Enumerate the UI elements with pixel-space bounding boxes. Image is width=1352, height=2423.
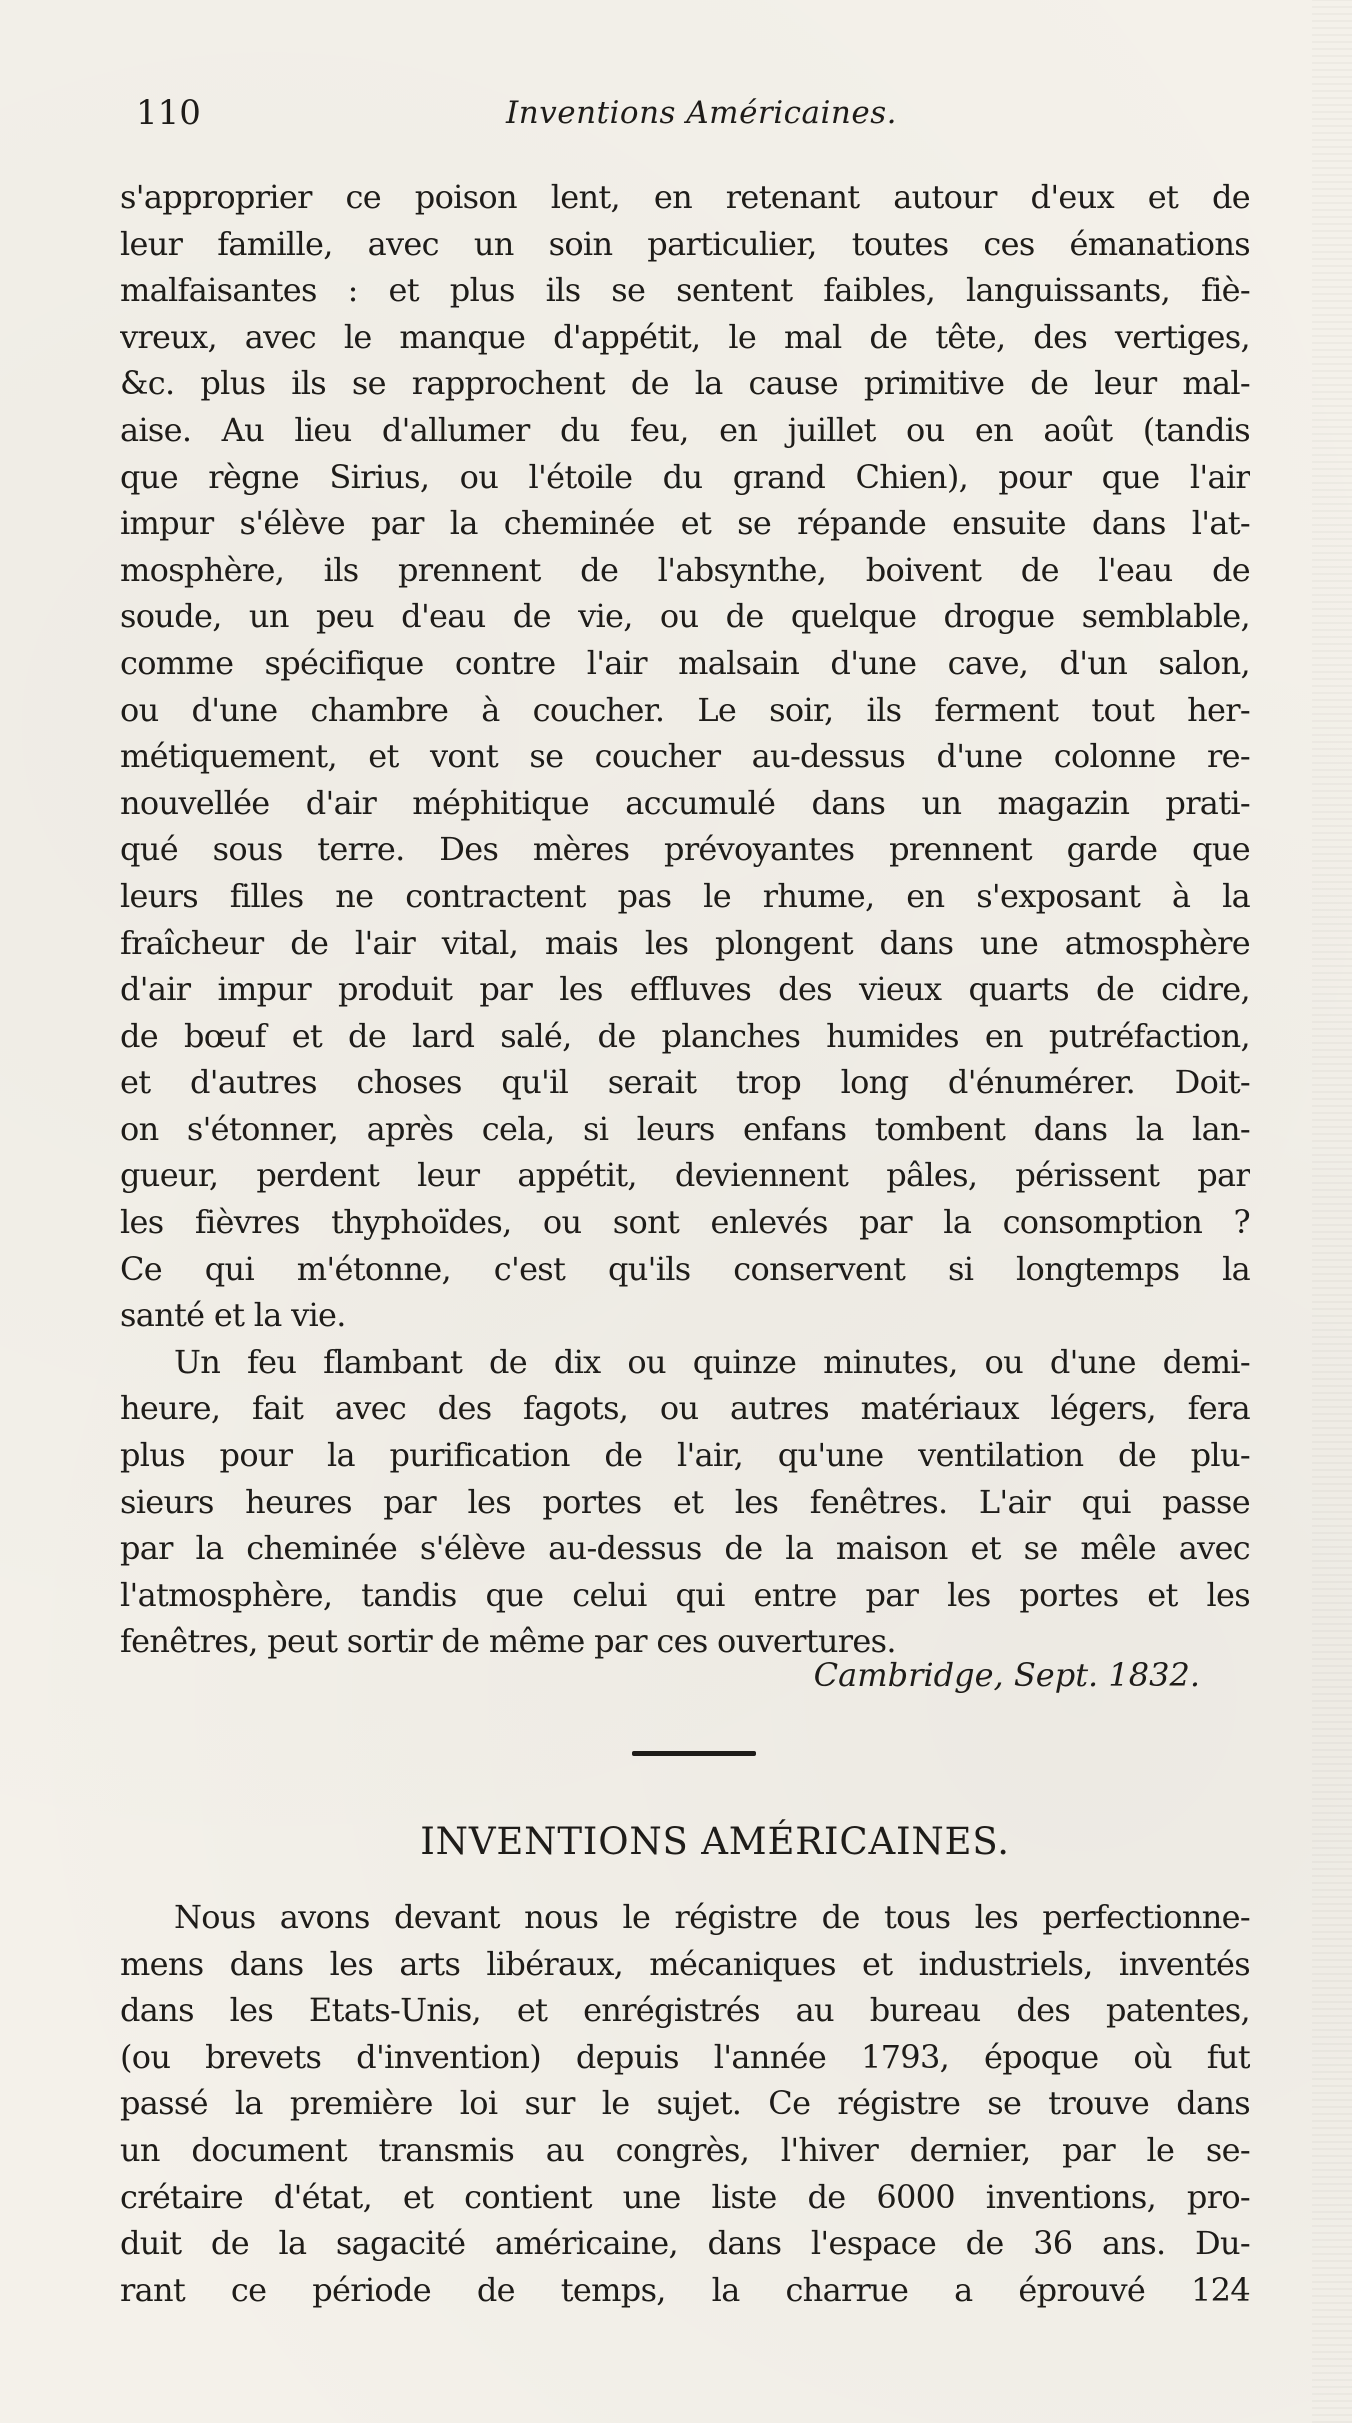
section-body [120, 1894, 1250, 2313]
text-line: un document transmis au congrès, l'hiver dernier, par le se- [120, 2130, 1250, 2169]
text-line: comme spécifique contre l'air malsain d'une cave, d'un salon, [120, 643, 1250, 682]
text-line: crétaire d'état, et contient une liste de 6000 inventions, pro- [120, 2177, 1250, 2216]
text-line: nouvellée d'air méphitique accumulé dans un magazin prati- [120, 783, 1250, 822]
text-line: heure, fait avec des fagots, ou autres matériaux légers, fera [120, 1389, 1250, 1428]
paragraph-start-line: Un feu flambant de dix ou quinze minutes, ou d'une demi- [174, 1342, 1250, 1381]
page-header [118, 88, 1248, 148]
text-line: que règne Sirius, ou l'étoile du grand Chien), pour que l'air [120, 457, 1250, 496]
text-line: soude, un peu d'eau de vie, ou de quelque drogue semblable, [120, 597, 1250, 636]
text-line: (ou brevets d'invention) depuis l'année 1793, époque où fut [120, 2037, 1250, 2076]
text-line: plus pour la purification de l'air, qu'une ventilation de plu- [120, 1436, 1250, 1475]
text-line: qué sous terre. Des mères prévoyantes prennent garde que [120, 830, 1250, 869]
text-line: rant ce période de temps, la charrue a éprouvé 124 [120, 2270, 1250, 2309]
section-title-text: INVENTIONS AMÉRICAINES. [420, 1820, 1010, 1863]
running-head: Inventions Américaines. [506, 95, 897, 131]
text-line: mosphère, ils prennent de l'absynthe, boivent de l'eau de [120, 550, 1250, 589]
text-line: passé la première loi sur le sujet. Ce régistre se trouve dans [120, 2084, 1250, 2123]
text-line: vreux, avec le manque d'appétit, le mal de tête, des vertiges, [120, 317, 1250, 356]
text-line: métiquement, et vont se coucher au-dessus d'une colonne re- [120, 737, 1250, 776]
page-number: 110 [136, 93, 201, 133]
text-line: ou d'une chambre à coucher. Le soir, ils ferment tout her- [120, 690, 1250, 729]
text-line: duit de la sagacité américaine, dans l'espace de 36 ans. Du- [120, 2224, 1250, 2263]
text-line: l'atmosphère, tandis que celui qui entre par les portes et les [120, 1575, 1250, 1614]
text-line: les fièvres thyphoïdes, ou sont enlevés par la consomption ? [120, 1203, 1250, 1242]
text-line: fenêtres, peut sortir de même par ces ouvertures. [120, 1622, 896, 1661]
text-line: aise. Au lieu d'allumer du feu, en juillet ou en août (tandis [120, 410, 1250, 449]
page-edge-noise [1312, 0, 1352, 2423]
text-line: mens dans les arts libéraux, mécaniques et industriels, inventés [120, 1944, 1250, 1983]
text-line: impur s'élève par la cheminée et se répande ensuite dans l'at- [120, 504, 1250, 543]
text-line: s'approprier ce poison lent, en retenant autour d'eux et de [120, 178, 1250, 216]
section-title [120, 1814, 1250, 1870]
article-signature: Cambridge, Sept. 1832. [813, 1656, 1200, 1694]
text-line: santé et la vie. [120, 1296, 346, 1335]
article-continuation [120, 174, 1250, 1665]
text-line: Ce qui m'étonne, c'est qu'ils conservent si longtemps la [120, 1249, 1250, 1288]
text-line: sieurs heures par les portes et les fenêtres. L'air qui passe [120, 1482, 1250, 1521]
section-divider [632, 1751, 756, 1756]
text-line: gueur, perdent leur appétit, deviennent pâles, périssent par [120, 1156, 1250, 1195]
text-line: de bœuf et de lard salé, de planches humides en putréfaction, [120, 1016, 1250, 1055]
text-line: fraîcheur de l'air vital, mais les plongent dans une atmosphère [120, 923, 1250, 962]
text-line: &c. plus ils se rapprochent de la cause primitive de leur mal- [120, 364, 1250, 403]
text-line: on s'étonner, après cela, si leurs enfans tombent dans la lan- [120, 1109, 1250, 1148]
text-line: malfaisantes : et plus ils se sentent faibles, languissants, fiè- [120, 271, 1250, 310]
text-line: dans les Etats-Unis, et enrégistrés au bureau des patentes, [120, 1991, 1250, 2030]
text-line: leur famille, avec un soin particulier, toutes ces émanations [120, 224, 1250, 263]
text-line: d'air impur produit par les effluves des vieux quarts de cidre, [120, 970, 1250, 1009]
paragraph-start-line: Nous avons devant nous le régistre de tous les perfectionne- [174, 1898, 1250, 1936]
text-line: leurs filles ne contractent pas le rhume, en s'exposant à la [120, 876, 1250, 915]
text-line: et d'autres choses qu'il serait trop long d'énumérer. Doit- [120, 1063, 1250, 1102]
text-line: par la cheminée s'élève au-dessus de la maison et se mêle avec [120, 1529, 1250, 1568]
